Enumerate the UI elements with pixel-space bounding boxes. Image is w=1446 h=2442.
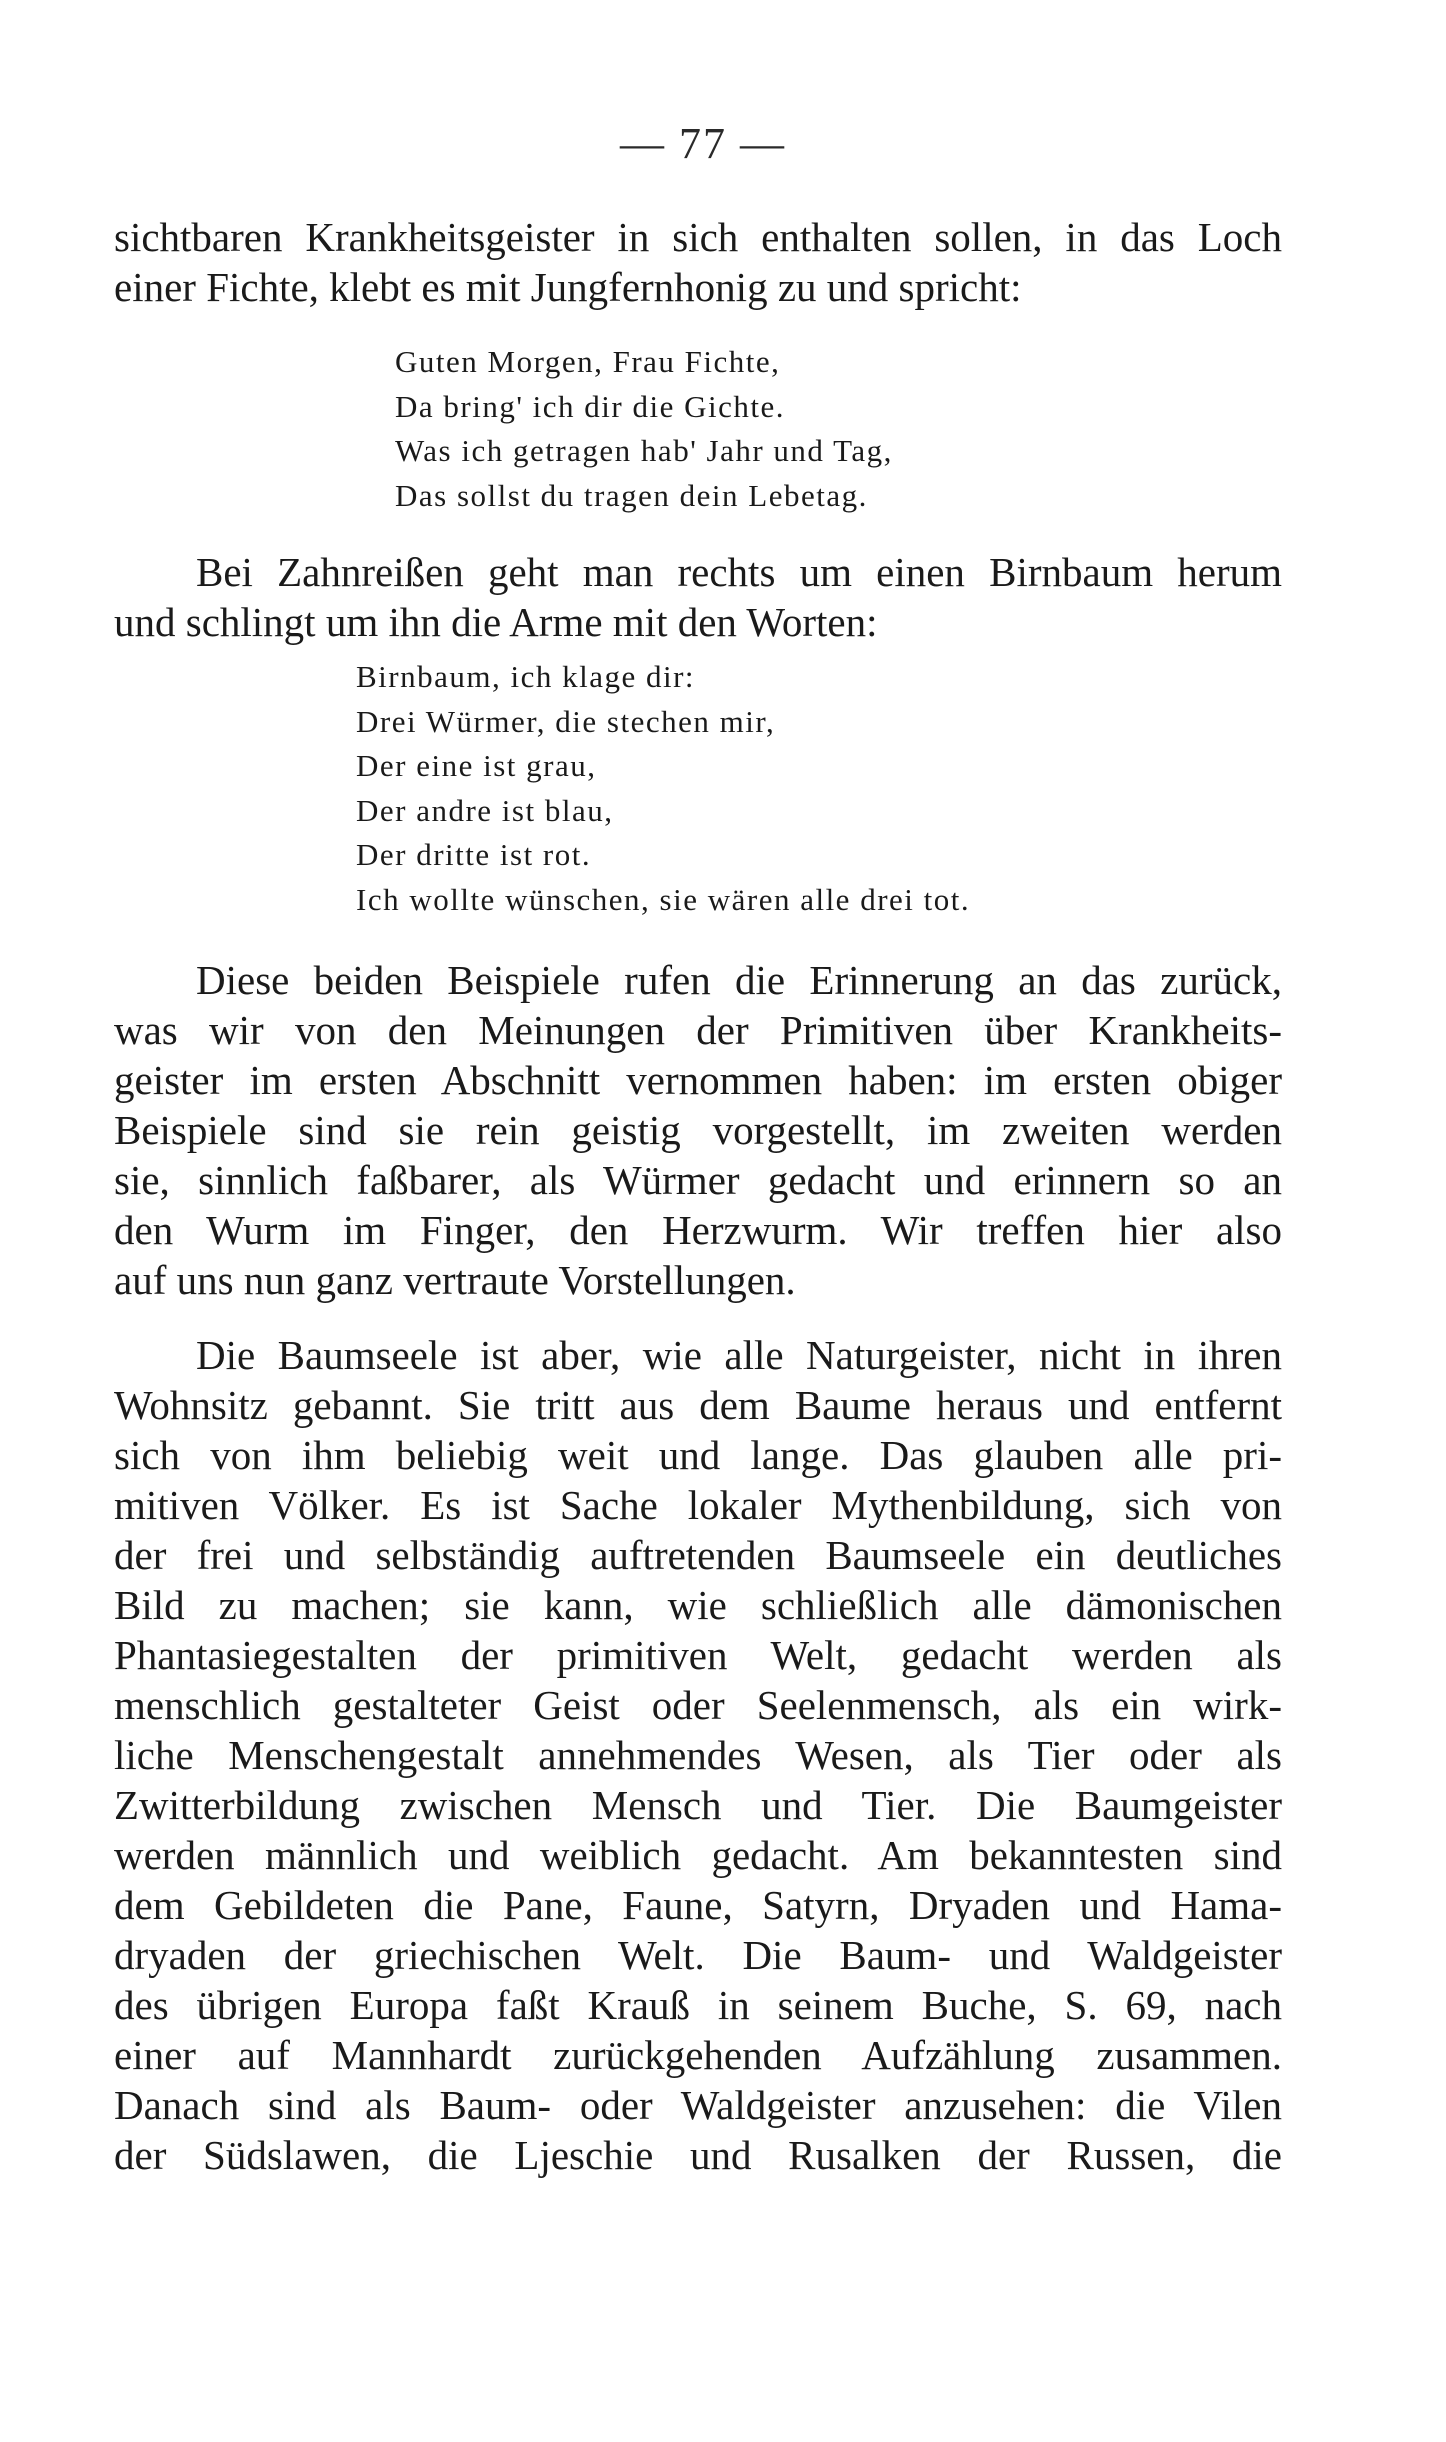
text-line: werden männlich und weiblich gedacht. Am bekanntesten sind <box>114 1832 1282 1878</box>
page-number: — 77 — <box>620 119 786 168</box>
text-line: sichtbaren Krankheitsgeister in sich enthalten sollen, in das Loch <box>114 214 1282 260</box>
text-line: der frei und selbständig auftretenden Baumseele ein deutliches <box>114 1532 1282 1578</box>
verse-line: Guten Morgen, Frau Fichte, <box>395 344 781 379</box>
text-line: liche Menschengestalt annehmendes Wesen, als Tier oder als <box>114 1732 1282 1778</box>
text-line: dem Gebildeten die Pane, Faune, Satyrn, Dryaden und Hama- <box>114 1882 1282 1928</box>
verse-line: Da bring' ich dir die Gichte. <box>395 388 785 424</box>
text-line: der Südslawen, die Ljeschie und Rusalken der Russen, die <box>114 2132 1282 2178</box>
text-line: einer auf Mannhardt zurückgehenden Aufzählung zusammen. <box>114 2032 1282 2078</box>
text-line: und schlingt um ihn die Arme mit den Worten: <box>114 599 878 645</box>
text-line: auf uns nun ganz vertraute Vorstellungen. <box>114 1257 796 1303</box>
text-line: sich von ihm beliebig weit und lange. Das glauben alle pri- <box>114 1432 1282 1478</box>
verse-fichte <box>395 340 893 518</box>
text-line: Diese beiden Beispiele rufen die Erinnerung an das zurück, <box>196 957 1282 1003</box>
verse-line: Das sollst du tragen dein Lebetag. <box>395 477 868 513</box>
text-line: einer Fichte, klebt es mit Jungfernhonig zu und spricht: <box>114 264 1022 310</box>
text-line: sie, sinnlich faßbarer, als Würmer gedacht und erinnern so an <box>114 1157 1282 1203</box>
verse-line: Ich wollte wünschen, sie wären alle drei tot. <box>356 881 971 917</box>
text-line: geister im ersten Abschnitt vernommen haben: im ersten obiger <box>114 1057 1282 1103</box>
text-line: dryaden der griechischen Welt. Die Baum- und Waldgeister <box>114 1932 1282 1978</box>
verse-birnbaum <box>356 655 970 922</box>
paragraph-beispiele <box>114 955 1282 1305</box>
text-line: Phantasiegestalten der primitiven Welt, gedacht werden als <box>114 1632 1282 1678</box>
verse-line: Birnbaum, ich klage dir: <box>356 659 696 694</box>
text-line: menschlich gestalteter Geist oder Seelenmensch, als ein wirk- <box>114 1682 1282 1728</box>
verse-line: Der eine ist grau, <box>356 748 597 783</box>
text-line: Zwitterbildung zwischen Mensch und Tier. Die Baumgeister <box>114 1782 1282 1828</box>
text-line: Danach sind als Baum- oder Waldgeister anzusehen: die Vilen <box>114 2082 1282 2128</box>
text-line: mitiven Völker. Es ist Sache lokaler Mythenbildung, sich von <box>114 1482 1282 1528</box>
paragraph-zahnreissen <box>114 547 1282 647</box>
text-line: Bei Zahnreißen geht man rechts um einen Birnbaum herum <box>196 549 1282 595</box>
paragraph-continuation <box>114 212 1282 312</box>
verse-line: Der andre ist blau, <box>356 792 614 828</box>
verse-line: Drei Würmer, die stechen mir, <box>356 703 776 739</box>
verse-line: Der dritte ist rot. <box>356 837 592 872</box>
text-line: Bild zu machen; sie kann, wie schließlich alle dämonischen <box>114 1582 1282 1628</box>
paragraph-baumseele <box>114 1330 1282 2180</box>
text-line: des übrigen Europa faßt Krauß in seinem Buche, S. 69, nach <box>114 1982 1282 2028</box>
text-line: Beispiele sind sie rein geistig vorgestellt, im zweiten werden <box>114 1107 1282 1153</box>
text-line: Wohnsitz gebannt. Sie tritt aus dem Baume heraus und entfernt <box>114 1382 1282 1428</box>
text-line: was wir von den Meinungen der Primitiven über Krankheits- <box>114 1007 1282 1053</box>
text-line: Die Baumseele ist aber, wie alle Naturgeister, nicht in ihren <box>196 1332 1282 1378</box>
verse-line: Was ich getragen hab' Jahr und Tag, <box>395 433 893 468</box>
text-line: den Wurm im Finger, den Herzwurm. Wir treffen hier also <box>114 1207 1282 1253</box>
